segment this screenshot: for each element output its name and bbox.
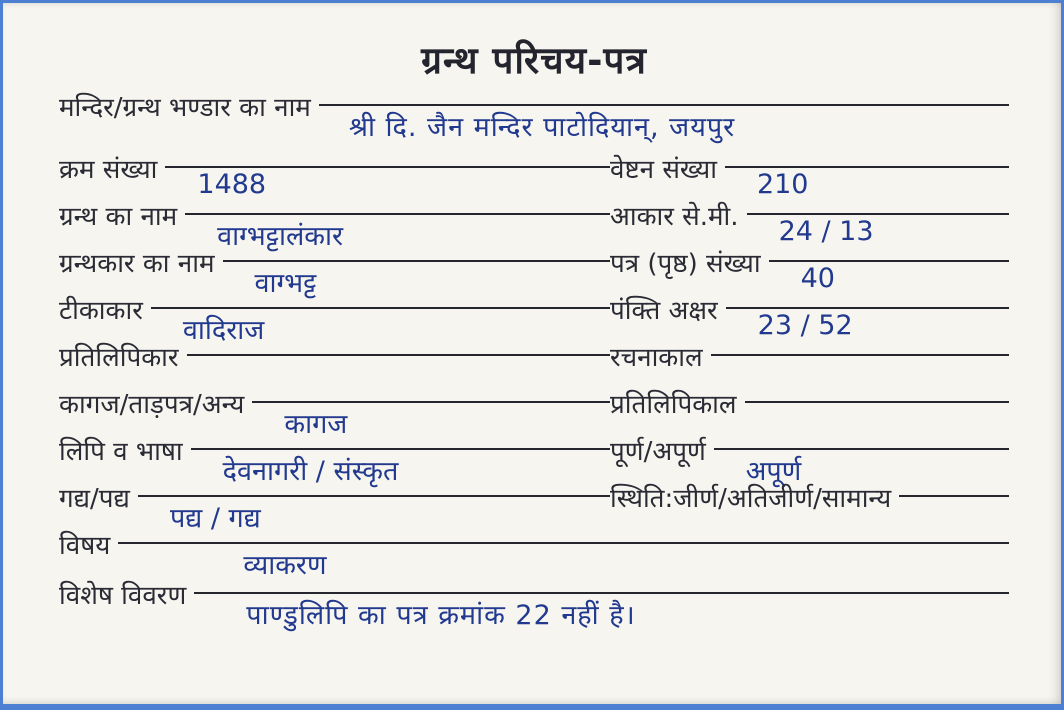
field-scribe-line	[187, 354, 610, 357]
field-leaf-count-value: 40	[800, 263, 835, 294]
field-complete-incomplete	[610, 436, 1009, 487]
field-subject	[59, 530, 1009, 580]
field-leaf-count	[610, 248, 1009, 295]
field-author-name-value: वाग्भट्ट	[254, 268, 317, 299]
field-lines-letters	[610, 295, 1009, 342]
field-scribe-label: प्रतिलिपिकार	[59, 343, 179, 373]
field-leaf-count-line	[769, 260, 1009, 294]
field-granth-name-label: ग्रन्थ का नाम	[59, 202, 178, 232]
field-author-name-line	[223, 260, 611, 300]
field-subject-line	[118, 542, 1009, 582]
field-condition-line	[899, 495, 1009, 498]
field-author-name-label: ग्रन्थकार का नाम	[59, 249, 215, 279]
field-subject-value: व्याकरण	[243, 550, 327, 581]
field-size-cm-line	[747, 213, 1009, 247]
field-prose-verse-value: पद्य / गद्य	[169, 503, 261, 534]
field-complete-incomplete-line	[714, 448, 1009, 488]
field-bundle-number-label: वेष्टन संख्या	[610, 155, 717, 185]
field-special-details	[59, 580, 1009, 630]
header-field-container	[59, 92, 1009, 150]
field-serial-number-value: 1488	[197, 169, 267, 200]
field-serial-number-line	[165, 166, 610, 200]
field-script-language-value: देवनागरी / संस्कृत	[222, 456, 399, 487]
fields-column-left	[59, 154, 610, 534]
field-special-details-label: विशेष विवरण	[59, 581, 187, 611]
field-composition-date-line	[711, 354, 1009, 357]
field-size-cm-label: आकार से.मी.	[610, 202, 739, 232]
field-script-language-label: लिपि व भाषा	[59, 437, 183, 467]
field-special-details-value: पाण्डुलिपि का पत्र क्रमांक 22 नहीं है।	[246, 600, 636, 631]
field-copy-date	[610, 389, 1009, 436]
field-commentator-line	[151, 307, 610, 347]
field-subject-label: विषय	[59, 531, 111, 561]
field-bundle-number	[610, 154, 1009, 201]
field-repository-name-label: मन्दिर/ग्रन्थ भण्डार का नाम	[59, 93, 311, 123]
field-bundle-number-line	[725, 166, 1009, 200]
fields-column-right	[610, 154, 1009, 530]
field-condition-label: स्थिति:जीर्ण/अतिजीर्ण/सामान्य	[610, 484, 892, 514]
field-composition-date-label: रचनाकाल	[610, 343, 703, 373]
field-repository-name-line	[319, 104, 1009, 144]
field-bundle-number-value: 210	[756, 169, 809, 200]
field-granth-name-value: वाग्भट्टालंकार	[217, 221, 344, 252]
fields-columns	[59, 154, 1009, 534]
field-material-line	[252, 401, 610, 441]
field-commentator-label: टीकाकार	[59, 296, 143, 326]
field-prose-verse-label: गद्य/पद्य	[59, 484, 130, 514]
field-serial-number-label: क्रम संख्या	[59, 155, 158, 185]
field-commentator-value: वादिराज	[182, 315, 265, 346]
field-special-details-line	[194, 592, 1009, 632]
field-commentator	[59, 295, 610, 346]
field-granth-name-line	[185, 213, 610, 253]
field-size-cm-value: 24 / 13	[778, 216, 874, 247]
field-material-value: कागज	[284, 409, 348, 440]
field-repository-name-value: श्री दि. जैन मन्दिर पाटोदियान्, जयपुर	[348, 112, 736, 143]
field-lines-letters-label: पंक्ति अक्षर	[610, 296, 718, 326]
field-script-language-line	[191, 448, 610, 488]
field-composition-date	[610, 342, 1009, 389]
field-material	[59, 389, 610, 440]
field-repository-name	[59, 92, 1009, 150]
field-material-label: कागज/ताड़पत्र/अन्य	[59, 390, 245, 420]
fields-bottom	[59, 530, 1009, 630]
field-script-language	[59, 436, 610, 487]
field-leaf-count-label: पत्र (पृष्ठ) संख्या	[610, 249, 761, 279]
page-title: ग्रन्थ परिचय-पत्र	[421, 39, 647, 82]
field-complete-incomplete-label: पूर्ण/अपूर्ण	[610, 437, 706, 467]
field-lines-letters-line	[726, 307, 1009, 341]
field-size-cm	[610, 201, 1009, 248]
field-prose-verse	[59, 483, 610, 534]
field-scribe	[59, 342, 610, 389]
field-prose-verse-line	[138, 495, 610, 535]
field-serial-number	[59, 154, 610, 201]
field-copy-date-line	[745, 401, 1009, 404]
field-condition	[610, 483, 1009, 530]
field-lines-letters-value: 23 / 52	[757, 310, 853, 341]
field-granth-name	[59, 201, 610, 252]
field-author-name	[59, 248, 610, 299]
field-complete-incomplete-value: अपूर्ण	[745, 456, 802, 487]
field-copy-date-label: प्रतिलिपिकाल	[610, 390, 737, 420]
